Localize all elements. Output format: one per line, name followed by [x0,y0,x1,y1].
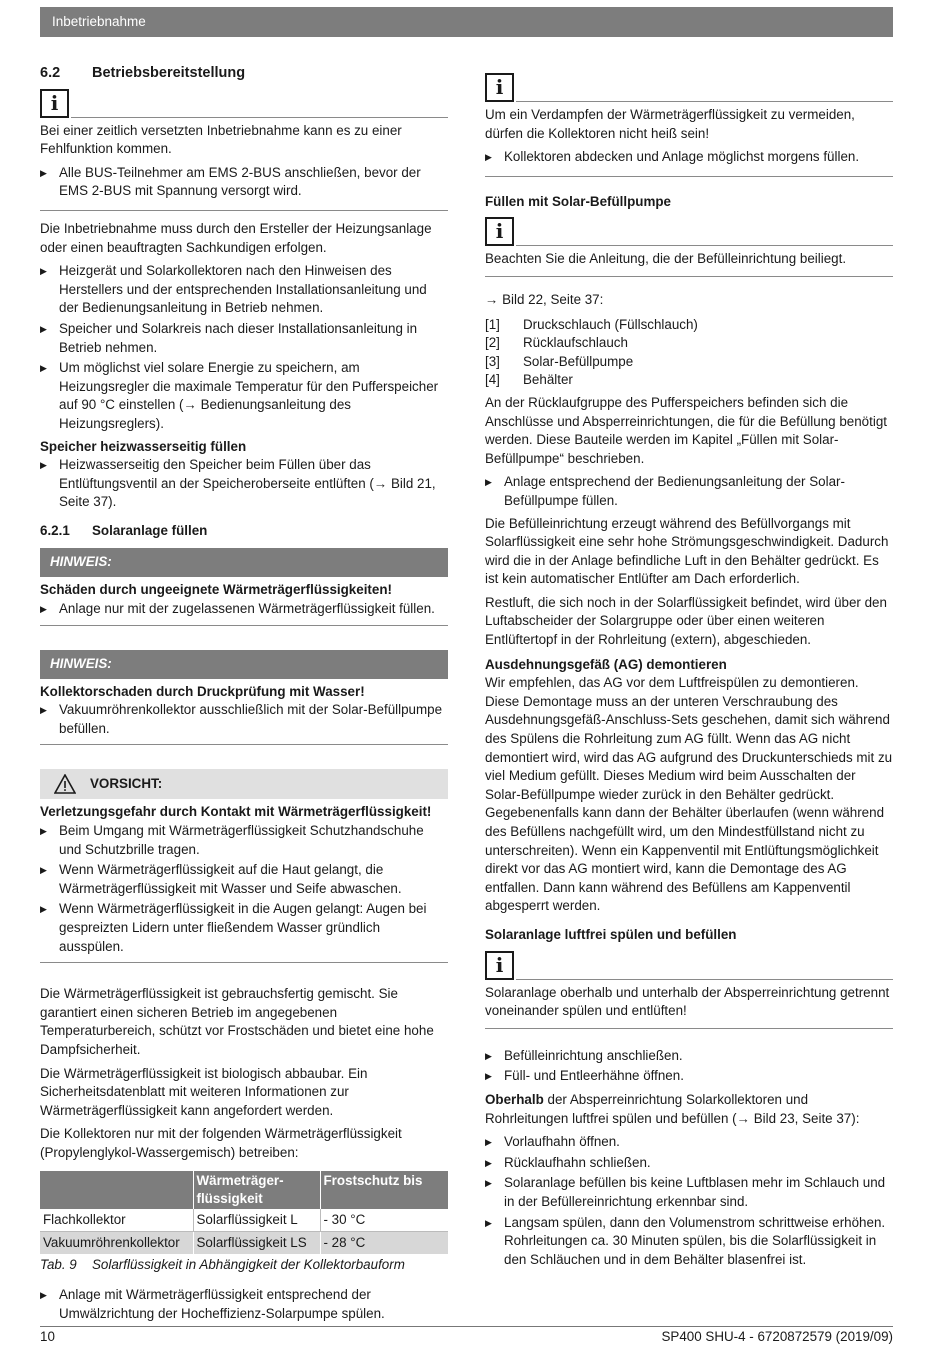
list-item: ▶ Solaranlage befüllen bis keine Luftblasen mehr im Schlauch und in der Befüllereinrichtung erkennbar sind. [485,1174,893,1211]
list-item: ▶ Vorlaufhahn öffnen. [485,1133,893,1152]
fluid-table [40,1171,448,1254]
paragraph: Restluft, die sich noch in der Solarflüssigkeit befindet, wird über den Luftabscheider der Solargruppe oder über einen weiteren Entlüftertopf in der Rohrleitung (extern), abgeschieden. [485,594,887,648]
info-icon: i [485,217,514,246]
paragraph: An der Rücklaufgruppe des Pufferspeichers befinden sich die Anschlüsse und Absperreinrichtungen, die für die Befüllung benötigt werden. Diese Bauteile werden im Kapitel „Füllen mit Solar-Befüllpumpe“ beschrieben. [485,394,887,466]
caption-number: Tab. 9 [40,1256,77,1272]
paragraph: Die Inbetriebnahme muss durch den Ersteller der Heizungsanlage oder einen beauftragten Sachkundigen erfolgen. [40,220,432,255]
list-item: ▶ Rücklaufhahn schließen. [485,1154,893,1173]
table-cell: Solarflüssigkeit L [193,1209,320,1232]
info-box-3 [485,217,893,277]
list-item: ▶ Vakuumröhrenkollektor ausschließlich mit der Solar-Befüllpumpe befüllen. [40,701,448,738]
section-title: Betriebsbereitstellung [92,65,246,81]
list-item: ▶ Speicher und Solarkreis nach dieser Installationsanleitung in Betrieb nehmen. [40,320,448,357]
right-column [485,73,893,1271]
table-cell: - 30 °C [320,1209,448,1232]
subheading: Speicher heizwasserseitig füllen [40,438,247,454]
figure-reference: → Bild 22, Seite 37: [485,291,604,307]
list-item: ▶ Anlage mit Wärmeträgerflüssigkeit entsprechend der Umwälzrichtung der Hocheffizienz-Solarpumpe spülen. [40,1286,448,1323]
paragraph: Die Wärmeträgerflüssigkeit ist biologisch abbaubar. Ein Sicherheitsdatenblatt mit weiteren Informationen zur Wärmeträgerflüssigkeit kann angefordert werden. [40,1065,368,1118]
list-item: [2] Rücklaufschlauch [485,335,628,351]
list-item: ▶ Wenn Wärmeträgerflüssigkeit auf die Haut gelangt, die Wärmeträgerflüssigkeit mit Wasser und Seife abwaschen. [40,861,448,898]
paragraph: Die Kollektoren nur mit der folgenden Wärmeträgerflüssigkeit (Propylenglykol-Wassergemisch) betreiben: [40,1126,402,1160]
legend-list [485,316,893,390]
list-item: ▶ Langsam spülen, dann den Volumenstrom schrittweise erhöhen. Rohrleitungen ca. 30 Minuten spülen, bis die Solarflüssigkeit in den Schläuchen und in dem Behälter blasenfrei ist. [485,1214,893,1270]
warning-icon [54,774,76,794]
list-item: [3] Solar-Befüllpumpe [485,353,634,369]
notice-heading: Kollektorschaden durch Druckprüfung mit Wasser! [40,683,365,699]
notice-2 [40,683,448,746]
info-icon: i [485,73,514,102]
notice-bar: HINWEIS: [40,548,448,577]
info-icon: i [485,951,514,980]
table-cell: Flachkollektor [40,1209,193,1232]
list-item: ▶ Füll- und Entleerhähne öffnen. [485,1067,893,1086]
table-header: Wärmeträger-flüssigkeit [193,1171,320,1209]
info-text: Solaranlage oberhalb und unterhalb der Absperreinrichtung getrennt voneinander spülen und entlüften! [485,984,890,1019]
notice-bar: HINWEIS: [40,650,448,679]
list-item: ▶ Heizgerät und Solarkollektoren nach den Hinweisen des Herstellers und der entsprechenden Installationsanleitung und der Bedienungsanleitung in Betrieb nehmen. [40,262,448,318]
info-text: Beachten Sie die Anleitung, die der Befülleinrichtung beiliegt. [485,251,847,267]
notice-1 [40,581,448,625]
list-item: ▶ Anlage entsprechend der Bedienungsanleitung der Solar-Befüllpumpe füllen. [485,473,893,510]
list-item: ▶ Alle BUS-Teilnehmer am EMS 2-BUS anschließen, bevor der EMS 2-BUS mit Spannung versorgt wird. [40,164,448,201]
list-item: [1] Druckschlauch (Füllschlauch) [485,316,698,332]
list-item: [4] Behälter [485,372,573,388]
list-item: ▶ Kollektoren abdecken und Anlage möglichst morgens füllen. [485,148,893,167]
section-heading [40,64,448,83]
header-bar [40,7,893,37]
paragraph: Wir empfehlen, das AG vor dem Luftfreispülen zu demontieren. Diese Demontage muss an der unteren Verschraubung des Ausdehnungsgefäß-Anschluss-Sets geschehen, damit sich während des Spülens die Rohrleitung zum AG füllt. Wenn das AG nicht demontiert wird, wird das AG aufgrund des Druckunterschieds mit zu viel Medium gefüllt. Dieses Medium wird beim Ausschalten der Solar-Befüllpumpe wieder zurück in den Behälter gedrückt. Gegebenenfalls kann dann der Behälter überlaufen (wenn während des Befüllens nachgefüllt wird, um den Mindestfüllstand nicht zu unterschreiten). Wenn ein Kappenventil mit Entlüftungsmöglichkeit direkt vor das AG montiert wird, kann die Demontage des AG entfallen. Dann kann während des Befüllens am Kappenventil abgesperrt werden. [485,675,893,914]
table-cell: Solarflüssigkeit LS [193,1231,320,1254]
caution-heading: Verletzungsgefahr durch Kontakt mit Wärmeträgerflüssigkeit! [40,804,432,820]
table-row [40,1209,448,1232]
table-caption [40,1256,448,1275]
list-item: ▶ Befülleinrichtung anschließen. [485,1047,893,1066]
left-column [40,64,448,1325]
page-number: 10 [40,1329,55,1344]
document-id: SP400 SHU-4 - 6720872579 (2019/09) [661,1329,893,1344]
notice-heading: Schäden durch ungeeignete Wärmeträgerflüssigkeiten! [40,582,392,598]
info-box-4 [485,951,893,1029]
table-cell: Vakuumröhrenkollektor [40,1231,193,1254]
subsection-number: 6.2.1 [40,522,70,538]
info-text: Um ein Verdampfen der Wärmeträgerflüssigkeit zu vermeiden, dürfen die Kollektoren nicht heiß sein! [485,107,855,141]
subheading: Solaranlage luftfrei spülen und befüllen [485,926,737,942]
caution-block [40,803,448,963]
list-item: ▶ Wenn Wärmeträgerflüssigkeit in die Augen gelangt: Augen bei gespreizten Lidern unter fließendem Wasser gründlich ausspülen. [40,900,448,956]
section-number: 6.2 [40,65,61,81]
list-item: ▶ Heizwasserseitig den Speicher beim Füllen über das Entlüftungsventil an der Speicheroberseite entlüften (→ Bild 21, Seite 37). [40,456,448,512]
info-text: Bei einer zeitlich versetzten Inbetriebnahme kann es zu einer Fehlfunktion kommen. [40,122,402,157]
info-icon: i [40,89,69,118]
list-item: ▶ Anlage nur mit der zugelassenen Wärmeträgerflüssigkeit füllen. [40,600,448,619]
paragraph: Oberhalb der Absperreinrichtung Solarkollektoren und Rohrleitungen luftfrei spülen und befüllen (→ Bild 23, Seite 37): [485,1091,860,1126]
info-box-1 [40,89,448,211]
table-cell: - 28 °C [320,1231,448,1254]
subsection-heading [40,522,448,541]
header-title: Inbetriebnahme [52,14,146,29]
info-box-2 [485,73,893,177]
list-item: ▶ Beim Umgang mit Wärmeträgerflüssigkeit Schutzhandschuhe und Schutzbrille tragen. [40,822,448,859]
caution-bar [40,769,448,799]
table-header: Frostschutz bis [320,1171,448,1209]
subsection-title: Solaranlage füllen [92,522,208,538]
paragraph: Die Wärmeträgerflüssigkeit ist gebrauchsfertig gemischt. Sie garantiert einen sicheren Betrieb im angegebenen Temperaturbereich, schützt vor Frostschäden und bietet eine hohe Dampfsicherheit. [40,986,434,1057]
table-row [40,1231,448,1254]
table-header [40,1171,193,1209]
caption-text: Solarflüssigkeit in Abhängigkeit der Kollektorbauform [92,1256,405,1272]
footer-divider [40,1326,893,1327]
list-item: ▶ Um möglichst viel solare Energie zu speichern, am Heizungsregler die maximale Temperatur für den Pufferspeicher auf 90 °C einstellen (→ Bedienungsanleitung des Heizungsreglers). [40,359,448,433]
paragraph: Die Befülleinrichtung erzeugt während des Befüllvorgangs mit Solarflüssigkeit eine sehr hohe Strömungsgeschwindigkeit. Dadurch wird die in der Anlage befindliche Luft in den Behälter gedrückt. Es ist kein automatischer Entlüfter am Dach erforderlich. [485,515,889,587]
subheading: Füllen mit Solar-Befüllpumpe [485,193,671,209]
caution-label: VORSICHT: [90,776,163,792]
subheading: Ausdehnungsgefäß (AG) demontieren [485,656,727,672]
